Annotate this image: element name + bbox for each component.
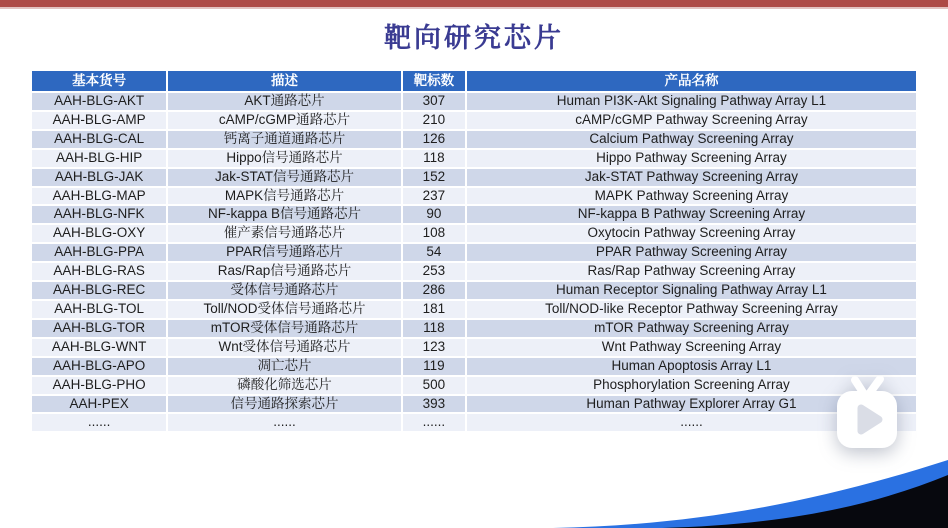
table-row	[32, 339, 916, 356]
table-row	[32, 358, 916, 375]
table-cell: AAH-BLG-AMP	[32, 112, 166, 129]
table-cell: NF-kappa B Pathway Screening Array	[467, 206, 916, 223]
table-cell: AKT通路芯片	[168, 93, 401, 110]
table-cell: AAH-BLG-JAK	[32, 169, 166, 186]
table-cell: AAH-BLG-PPA	[32, 244, 166, 261]
table-row	[32, 396, 916, 413]
table-cell: AAH-BLG-HIP	[32, 150, 166, 167]
table-row	[32, 301, 916, 318]
table-cell: cAMP/cGMP Pathway Screening Array	[467, 112, 916, 129]
table-cell: AAH-BLG-REC	[32, 282, 166, 299]
table-row	[32, 150, 916, 167]
chip-table-body	[32, 93, 916, 431]
table-cell: Human PI3K-Akt Signaling Pathway Array L1	[467, 93, 916, 110]
table-cell: 181	[403, 301, 465, 318]
table-cell: 受体信号通路芯片	[168, 282, 401, 299]
table-cell: AAH-BLG-RAS	[32, 263, 166, 280]
table-cell: AAH-BLG-NFK	[32, 206, 166, 223]
table-cell: 286	[403, 282, 465, 299]
header-cell-catalog: 基本货号	[32, 71, 166, 91]
page-title: 靶向研究芯片	[384, 23, 564, 53]
table-cell: Hippo信号通路芯片	[168, 150, 401, 167]
table-cell: Human Receptor Signaling Pathway Array L1	[467, 282, 916, 299]
table-cell: 119	[403, 358, 465, 375]
table-cell: 123	[403, 339, 465, 356]
table-row	[32, 377, 916, 394]
table-cell: AAH-BLG-OXY	[32, 225, 166, 242]
table-cell: Phosphorylation Screening Array	[467, 377, 916, 394]
table-cell: Wnt Pathway Screening Array	[467, 339, 916, 356]
table-cell: 152	[403, 169, 465, 186]
table-cell: Human Pathway Explorer Array G1	[467, 396, 916, 413]
table-cell: PPAR信号通路芯片	[168, 244, 401, 261]
table-cell: AAH-BLG-PHO	[32, 377, 166, 394]
table-cell: mTOR Pathway Screening Array	[467, 320, 916, 337]
table-row	[32, 244, 916, 261]
table-cell: AAH-BLG-CAL	[32, 131, 166, 148]
table-cell: Calcium Pathway Screening Array	[467, 131, 916, 148]
table-cell: MAPK信号通路芯片	[168, 188, 401, 205]
table-cell: 催产素信号通路芯片	[168, 225, 401, 242]
header-cell-target-count: 靶标数	[403, 71, 465, 91]
table-cell: AAH-BLG-AKT	[32, 93, 166, 110]
table-cell: 108	[403, 225, 465, 242]
table-cell: Toll/NOD-like Receptor Pathway Screening Array	[467, 301, 916, 318]
table-row	[32, 131, 916, 148]
table-cell: 钙离子通道通路芯片	[168, 131, 401, 148]
table-cell: ......	[467, 414, 916, 431]
table-cell: 253	[403, 263, 465, 280]
header-cell-product-name: 产品名称	[467, 71, 916, 91]
table-cell: AAH-BLG-TOL	[32, 301, 166, 318]
table-cell: 210	[403, 112, 465, 129]
table-row	[32, 263, 916, 280]
table-cell: Hippo Pathway Screening Array	[467, 150, 916, 167]
top-accent-bar	[0, 0, 948, 9]
table-row	[32, 225, 916, 242]
header-row	[32, 71, 916, 91]
table-cell: 393	[403, 396, 465, 413]
table-cell: mTOR受体信号通路芯片	[168, 320, 401, 337]
header-cell-description: 描述	[168, 71, 401, 91]
table-row	[32, 112, 916, 129]
table-cell: AAH-BLG-MAP	[32, 188, 166, 205]
table-cell: 磷酸化筛选芯片	[168, 377, 401, 394]
table-cell: 237	[403, 188, 465, 205]
table-cell: Ras/Rap Pathway Screening Array	[467, 263, 916, 280]
table-cell: 118	[403, 150, 465, 167]
table-cell: ......	[168, 414, 401, 431]
table-cell: ......	[403, 414, 465, 431]
table-cell: PPAR Pathway Screening Array	[467, 244, 916, 261]
table-cell: 500	[403, 377, 465, 394]
table-cell: 凋亡芯片	[168, 358, 401, 375]
table-cell: 90	[403, 206, 465, 223]
table-cell: AAH-BLG-TOR	[32, 320, 166, 337]
table-cell: Jak-STAT Pathway Screening Array	[467, 169, 916, 186]
table-cell: 118	[403, 320, 465, 337]
table-row	[32, 169, 916, 186]
table-cell: AAH-BLG-WNT	[32, 339, 166, 356]
table-cell: 54	[403, 244, 465, 261]
tv-play-icon	[837, 379, 897, 448]
table-row	[32, 320, 916, 337]
table-cell: Wnt受体信号通路芯片	[168, 339, 401, 356]
chip-table-container	[30, 69, 918, 433]
chip-table	[30, 69, 918, 433]
table-row	[32, 188, 916, 205]
table-cell: Human Apoptosis Array L1	[467, 358, 916, 375]
table-row	[32, 414, 916, 431]
table-cell: Ras/Rap信号通路芯片	[168, 263, 401, 280]
chip-table-header	[32, 71, 916, 91]
table-cell: AAH-PEX	[32, 396, 166, 413]
bottom-swoosh-decoration	[0, 453, 948, 528]
table-cell: 126	[403, 131, 465, 148]
play-overlay-button[interactable]	[831, 376, 903, 452]
table-cell: Jak-STAT信号通路芯片	[168, 169, 401, 186]
table-row	[32, 282, 916, 299]
table-cell: 307	[403, 93, 465, 110]
table-cell: ......	[32, 414, 166, 431]
table-cell: 信号通路探索芯片	[168, 396, 401, 413]
table-row	[32, 206, 916, 223]
table-cell: AAH-BLG-APO	[32, 358, 166, 375]
table-cell: Toll/NOD受体信号通路芯片	[168, 301, 401, 318]
table-cell: Oxytocin Pathway Screening Array	[467, 225, 916, 242]
table-cell: MAPK Pathway Screening Array	[467, 188, 916, 205]
table-row	[32, 93, 916, 110]
table-cell: cAMP/cGMP通路芯片	[168, 112, 401, 129]
table-cell: NF-kappa B信号通路芯片	[168, 206, 401, 223]
